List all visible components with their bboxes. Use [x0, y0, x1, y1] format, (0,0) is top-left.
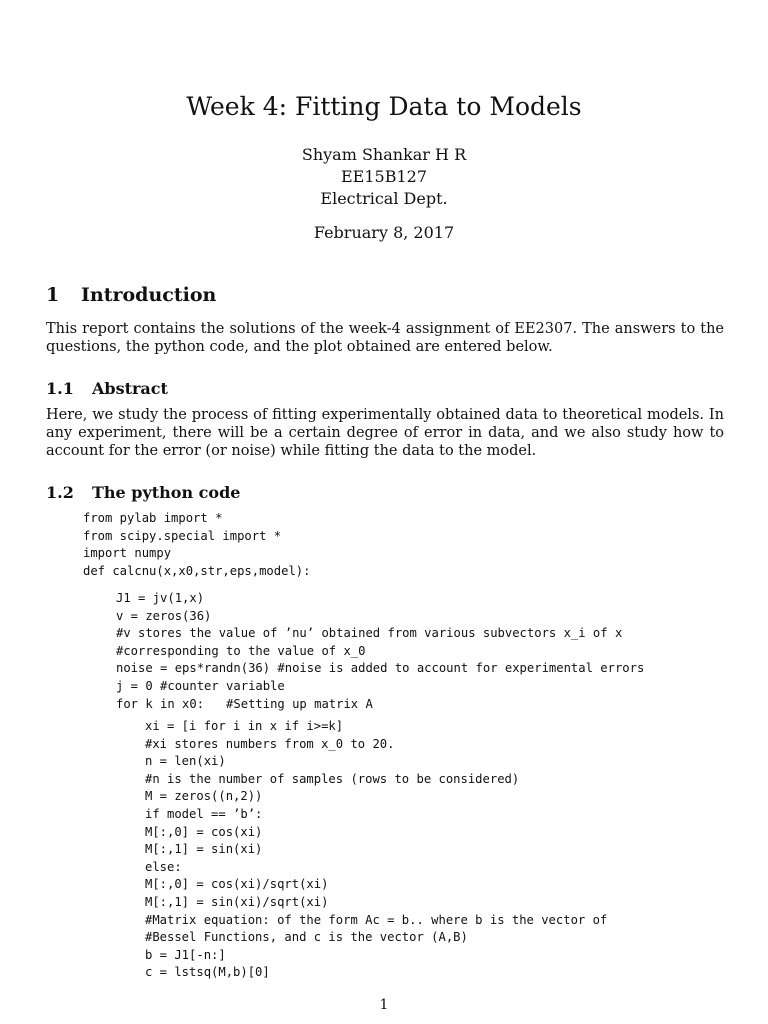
intro-paragraph: This report contains the solutions of the week-4 assignment of EE2307. The answers to the questions, the python code, and the plot obtained are entered below.: [46, 321, 724, 355]
department: Electrical Dept.: [320, 189, 448, 208]
section-1-number: 1: [46, 284, 60, 306]
date: February 8, 2017: [313, 223, 455, 242]
abstract-paragraph: Here, we study the process of fitting experimentally obtained data to theoretical models. In any experiment, there will be a certain degree of error in data, and we also study how to account for the error (or noise) while fitting the data to the model.: [46, 407, 724, 459]
section-1-2-title: The python code: [92, 483, 241, 502]
section-1-2-number: 1.2: [46, 483, 74, 502]
section-1-title: Introduction: [81, 284, 217, 306]
code-imports: from pylab import * from scipy.special import * import numpy def calcnu(x,x0,str,eps,model):: [83, 511, 311, 578]
paper-title: Week 4: Fitting Data to Models: [186, 92, 582, 121]
author-name: Shyam Shankar H R: [301, 145, 467, 164]
code-loop-body: xi = [i for i in x if i>=k] #xi stores numbers from x_0 to 20. n = len(xi) #n is the number of samples (rows to be considered) M = zeros((n,2)) if model == ’b’: M[:,0] = cos(xi) M[:,1] = sin(xi) else: M[:,0] = cos(xi)/sqrt(xi) M[:,1] = sin(xi)/sqrt(xi) #Matrix equation: of the form Ac = b.. where b is the vector of #Bessel Functions, and c is the vector (A,B) b = J1[-n:] c = lstsq(M,b)[0]: [145, 719, 608, 980]
roll-number: EE15B127: [340, 167, 427, 186]
page-number: 1: [379, 997, 389, 1013]
code-function-body: J1 = jv(1,x) v = zeros(36) #v stores the value of ’nu’ obtained from various subvectors x_i of x #corresponding to the value of x_0 noise = eps*randn(36) #noise is added to account for experimental errors j = 0 #counter variable for k in x0: #Setting up matrix A: [116, 591, 645, 711]
section-1-1-title: Abstract: [92, 379, 168, 398]
section-1-1-number: 1.1: [46, 379, 74, 398]
